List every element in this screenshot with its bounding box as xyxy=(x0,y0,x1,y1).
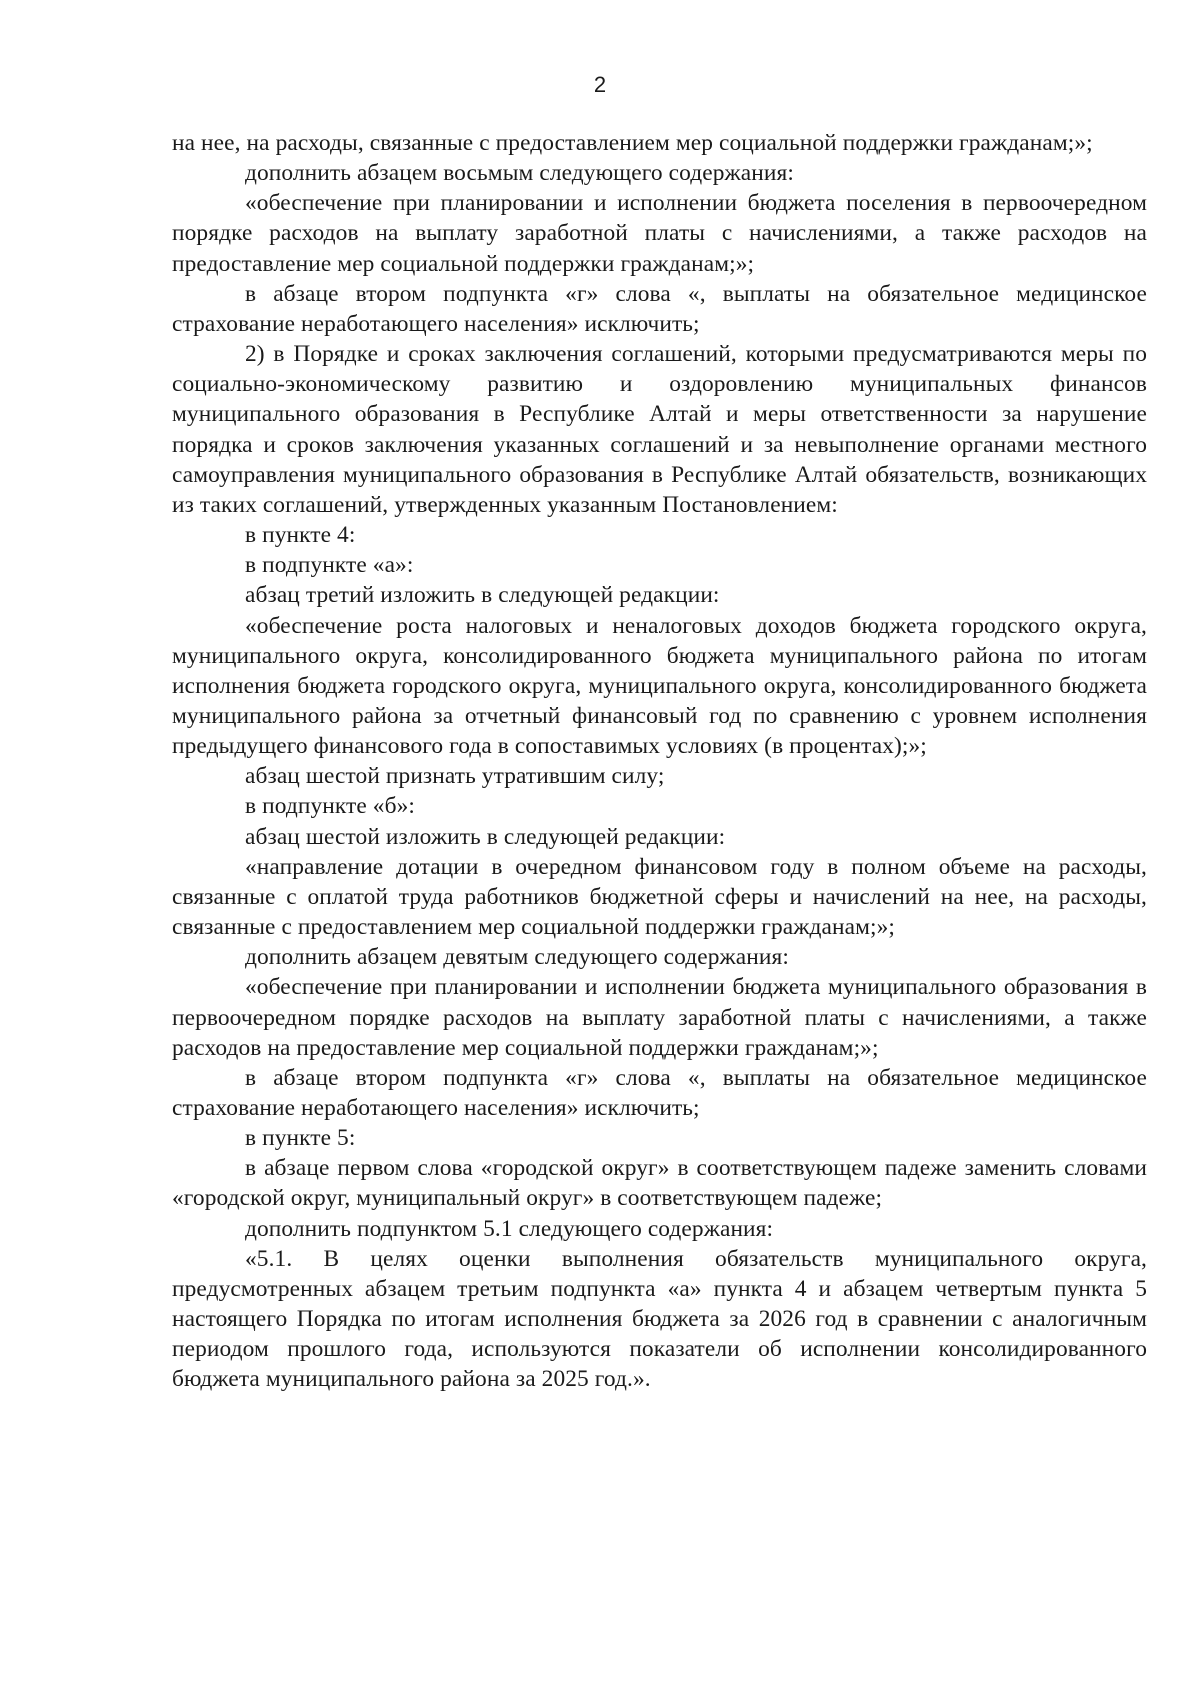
paragraph: абзац третий изложить в следующей редакции: xyxy=(245,582,720,609)
paragraph: в подпункте «б»: xyxy=(245,793,415,820)
paragraph: «направление дотации в очередном финансовом году в полном объеме на расходы, связанные с оплатой труда работников бюджетной сферы и начислений на нее, на расходы, связанные с предоставлением мер социальной поддержки гражданам;»; xyxy=(172,853,1147,941)
paragraph: дополнить подпунктом 5.1 следующего содержания: xyxy=(245,1215,774,1242)
paragraph: в абзаце втором подпункта «г» слова «, выплаты на обязательное медицинское страхование неработающего населения» исключить; xyxy=(172,1064,1147,1121)
paragraph: дополнить абзацем восьмым следующего содержания: xyxy=(245,160,794,187)
document-body xyxy=(172,128,1147,1395)
paragraph: в подпункте «а»: xyxy=(245,552,414,579)
paragraph: «обеспечение роста налоговых и неналоговых доходов бюджета городского округа, муниципального округа, консолидированного бюджета муниципального района по итогам исполнения бюджета городского округа, муниципального округа, консолидированного бюджета муниципального района за отчетный финансовый год по сравнению с уровнем исполнения предыдущего финансового года в сопоставимых условиях (в процентах);»; xyxy=(172,612,1147,760)
paragraph: «5.1. В целях оценки выполнения обязательств муниципального округа, предусмотренных абзацем третьим подпункта «а» пункта 4 и абзацем четвертым пункта 5 настоящего Порядка по итогам исполнения бюджета за 2026 год в сравнении с аналогичным периодом прошлого года, используются показатели об исполнении консолидированного бюджета муниципального района за 2025 год.». xyxy=(172,1245,1147,1393)
paragraph: дополнить абзацем девятым следующего содержания: xyxy=(245,944,789,971)
paragraph: абзац шестой изложить в следующей редакции: xyxy=(245,823,726,850)
paragraph: в пункте 4: xyxy=(245,522,356,549)
page-number: 2 xyxy=(593,72,607,97)
paragraph: в абзаце первом слова «городской округ» в соответствующем падеже заменить словами «городской округ, муниципальный округ» в соответствующем падеже; xyxy=(172,1155,1147,1212)
paragraph: на нее, на расходы, связанные с предоставлением мер социальной поддержки гражданам;»; xyxy=(172,130,1093,156)
paragraph: абзац шестой признать утратившим силу; xyxy=(245,763,665,790)
paragraph: в абзаце втором подпункта «г» слова «, выплаты на обязательное медицинское страхование неработающего населения» исключить; xyxy=(172,280,1147,337)
paragraph: «обеспечение при планировании и исполнении бюджета муниципального образования в первоочередном порядке расходов на выплату заработной платы с начислениями, а также расходов на предоставление мер социальной поддержки гражданам;»; xyxy=(172,974,1147,1061)
paragraph: «обеспечение при планировании и исполнении бюджета поселения в первоочередном порядке расходов на выплату заработной платы с начислениями, а также расходов на предоставление мер социальной поддержки гражданам;»; xyxy=(172,190,1147,277)
paragraph: в пункте 5: xyxy=(245,1125,356,1152)
paragraph: 2) в Порядке и сроках заключения соглашений, которыми предусматриваются меры по социально-экономическому развитию и оздоровлению муниципальных финансов муниципального образования в Республике Алтай и меры ответственности за нарушение порядка и сроков заключения указанных соглашений и за невыполнение органами местного самоуправления муниципального образования в Республике Алтай обязательств, возникающих из таких соглашений, утвержденных указанным Постановлением: xyxy=(172,341,1147,518)
